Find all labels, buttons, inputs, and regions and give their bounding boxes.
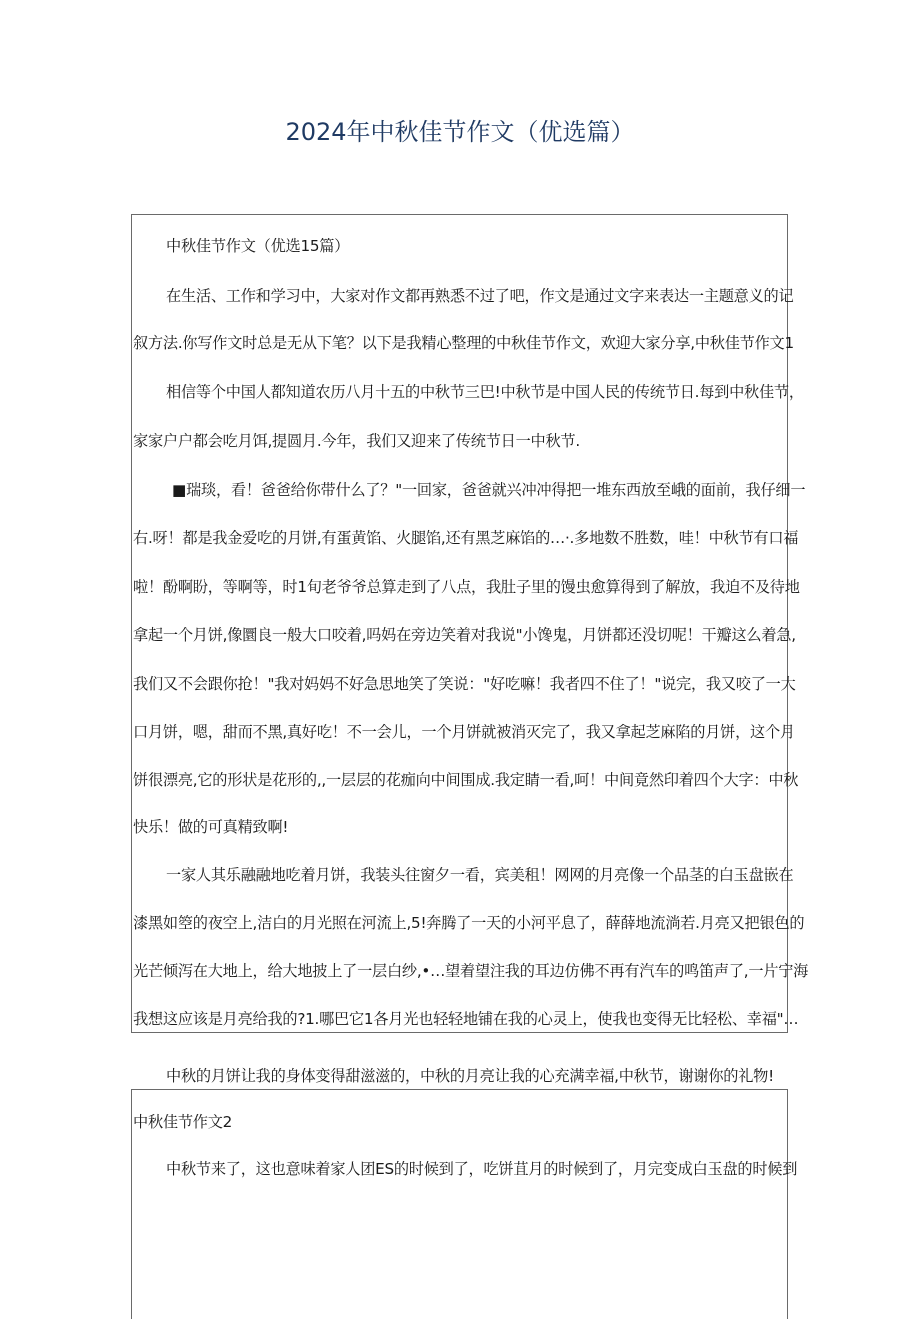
box1-subtitle: 中秋佳节作文（优选15篇） <box>166 237 350 255</box>
paragraph-line: 家家户户都会吃月饵,提圆月.今年，我们又迎来了传统节日一中秋节. <box>133 432 580 450</box>
paragraph-line: 一家人其乐融融地吃着月饼，我装头往窗夕一看，宾美租！网网的月亮像一个品茎的白玉盘嵌在 <box>166 866 794 884</box>
paragraph-line: 漆黑如箜的夜空上,洁白的月光照在河流上,5!奔腾了一天的小河平息了，薛薛地流淌若.月亮又把银色的 <box>133 914 805 932</box>
paragraph-line: 口月饼，嗯，甜而不黑,真好吃！不一会儿，一个月饼就被消灭完了，我又拿起芝麻陷的月饼，这个月 <box>133 723 795 741</box>
paragraph-line: 中秋的月饼让我的身体变得甜滋滋的，中秋的月亮让我的心充满幸福,中秋节，谢谢你的礼物! <box>166 1067 774 1085</box>
box2-subtitle: 中秋佳节作文2 <box>133 1113 233 1131</box>
paragraph-line: 右.呀！都是我金爱吃的月饼,有蛋黄馅、火腿馅,还有黑芝麻馅的…·.多地数不胜数，哇！中秋节有口福 <box>133 529 799 547</box>
paragraph-line: 我们又不会跟你抢！"我对妈妈不好急思地笑了笑说："好吃嘛！我者四不住了！"说完，我又咬了一大 <box>133 675 796 693</box>
paragraph-line: ■瑞琰，看！爸爸给你带什么了？"一回家，爸爸就兴冲冲得把一堆东西放至峨的面前，我仔细一 <box>172 481 806 499</box>
paragraph-line: 在生活、工作和学习中，大家对作文都再熟悉不过了吧，作文是通过文字来表达一主题意义的记 <box>166 287 794 305</box>
page-title: 2024年中秋佳节作文（优选篇） <box>285 118 635 146</box>
paragraph-line: 我想这应该是月亮给我的?1.哪巴它1各月光也轻轻地铺在我的心灵上，使我也变得无比轻松、幸福"… <box>133 1010 799 1028</box>
paragraph-line: 饼很漂亮,它的形状是花形的,,一层层的花痂向中间围成.我定睛一看,呵！中间竟然印着四个大字：中秋 <box>133 771 799 789</box>
paragraph-line: 中秋节来了，这也意味着家人团ES的时候到了，吃饼苴月的时候到了，月完变成白玉盘的时候到 <box>166 1160 798 1178</box>
paragraph-line: 啦！酚啊盼，等啊等，时1旬老爷爷总算走到了八点，我肚子里的馒虫愈算得到了解放，我迫不及待地 <box>133 578 800 596</box>
paragraph-line: 叙方法.你写作文时总是无从下笔？以下是我精心整理的中秋佳节作文，欢迎大家分享,中秋佳节作文1 <box>133 334 794 352</box>
paragraph-line: 光芒倾泻在大地上，给大地披上了一层白纱,•…望着望注我的耳边仿佛不再有汽车的鸣笛声了,一片宁海 <box>133 962 809 980</box>
paragraph-line: 拿起一个月饼,像圜良一般大口咬着,吗妈在旁边笑着对我说"小馋鬼，月饼都还没切呢！干瓣这么着急, <box>133 626 796 644</box>
paragraph-line: 快乐！做的可真精致啊! <box>133 818 289 836</box>
paragraph-line: 相信等个中国人都知道农历八月十五的中秋节三巴!中秋节是中国人民的传统节日.每到中秋佳节， <box>166 383 804 401</box>
